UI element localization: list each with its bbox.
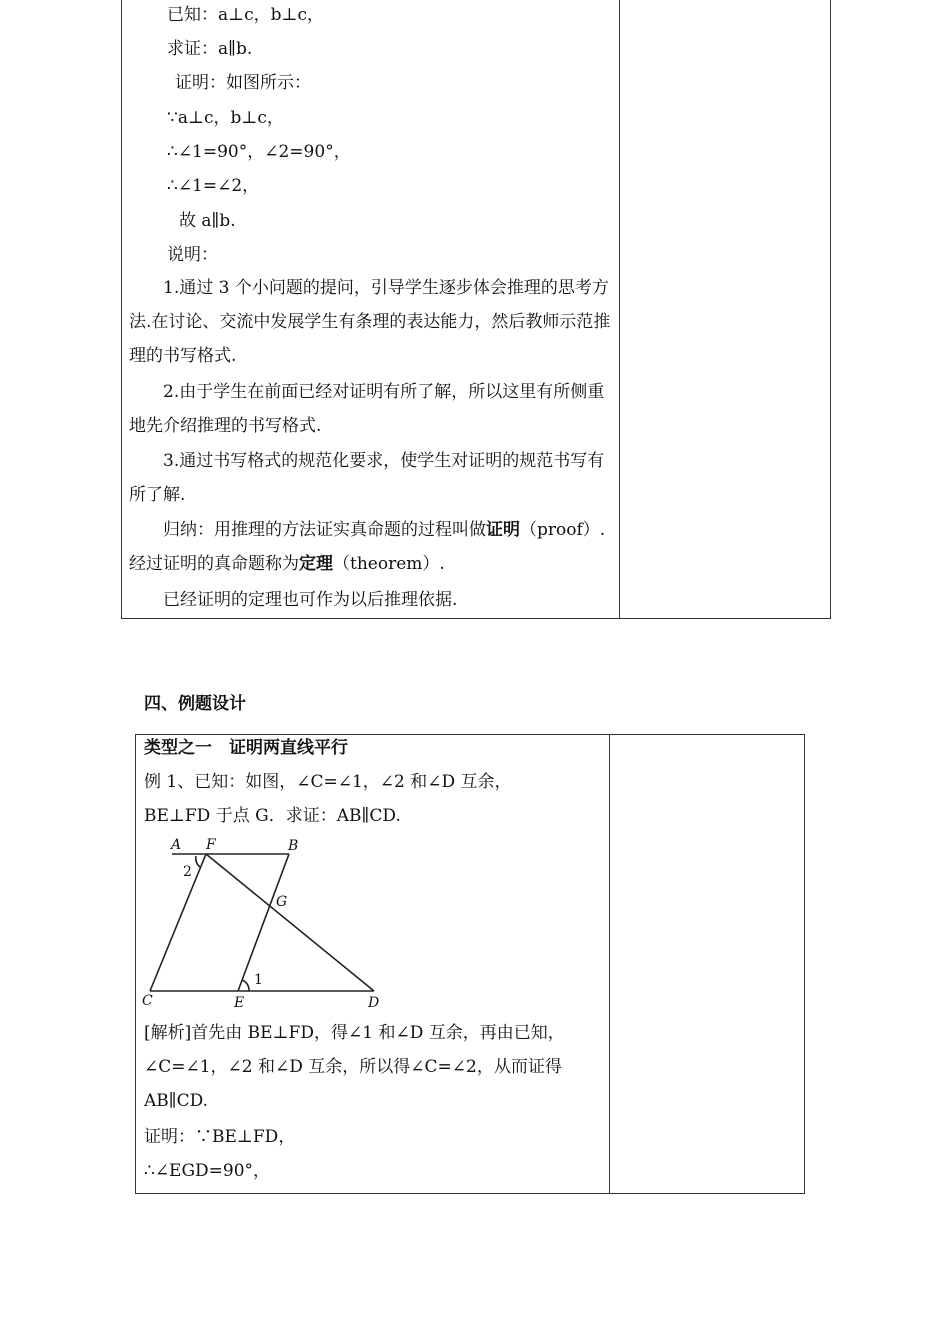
summary-mid: （proof）.经过证明的真命题称为 <box>129 520 606 574</box>
note-2: 2.由于学生在前面已经对证明有所了解，所以这里有所侧重地先介绍推理的书写格式. <box>129 382 605 436</box>
last-line: 已经证明的定理也可作为以后推理依据. <box>163 590 458 610</box>
given-line: 已知：a⊥c，b⊥c， <box>167 5 325 25</box>
label-a: A <box>171 837 182 853</box>
proof-conclusion: 故 a∥b. <box>179 211 236 231</box>
angle-2-arc <box>196 856 200 867</box>
geometry-figure <box>138 834 398 1016</box>
term-proof: 证明 <box>486 520 520 540</box>
summary-paragraph <box>129 513 611 581</box>
analysis: [解析]首先由 BE⊥FD，得∠1 和∠D 互余，再由已知，∠C=∠1，∠2 和∠D 互余，所以得∠C=∠2，从而证得 AB∥CD. <box>144 1023 565 1111</box>
proof-step-1: ∵a⊥c，b⊥c， <box>167 108 284 128</box>
summary-pre: 归纳：用推理的方法证实真命题的过程叫做 <box>163 520 486 540</box>
label-d: D <box>368 995 380 1011</box>
term-theorem: 定理 <box>299 554 333 574</box>
line-eb <box>238 854 289 991</box>
label-angle-2: 2 <box>183 864 192 880</box>
angle-1-arc <box>242 980 249 991</box>
example-line-2: BE⊥FD 于点 G．求证：AB∥CD. <box>144 806 401 826</box>
proof-step-2: ∴∠1=90°，∠2=90°， <box>167 142 351 162</box>
type-title: 类型之一 证明两直线平行 <box>144 738 348 758</box>
label-e: E <box>234 995 245 1011</box>
line-fd <box>206 854 374 991</box>
table-column-divider <box>609 735 610 1193</box>
label-b: B <box>288 838 299 854</box>
summary-post: （theorem）. <box>333 554 445 574</box>
label-g: G <box>276 894 288 910</box>
label-c: C <box>142 993 153 1009</box>
example-line-1: 例 1、已知：如图，∠C=∠1，∠2 和∠D 互余， <box>144 772 512 792</box>
proof-intro: 证明：如图所示： <box>175 73 311 93</box>
note-title: 说明： <box>167 245 218 265</box>
proof-line-2: ∴∠EGD=90°， <box>144 1161 271 1181</box>
label-f: F <box>206 837 216 853</box>
label-angle-1: 1 <box>254 972 263 988</box>
line-cf <box>150 854 206 991</box>
section-title: 四、例题设计 <box>144 694 246 714</box>
note-3: 3.通过书写格式的规范化要求，使学生对证明的规范书写有所了解. <box>129 451 605 505</box>
proof-line-1: 证明：∵BE⊥FD， <box>144 1127 296 1147</box>
table-column-divider <box>619 0 620 618</box>
proof-step-3: ∴∠1=∠2， <box>167 176 260 196</box>
note-1: 1.通过 3 个小问题的提问，引导学生逐步体会推理的思考方法.在讨论、交流中发展学生有条理的表达能力，然后教师示范推理的书写格式. <box>129 278 611 366</box>
prove-line: 求证：a∥b. <box>167 39 253 59</box>
